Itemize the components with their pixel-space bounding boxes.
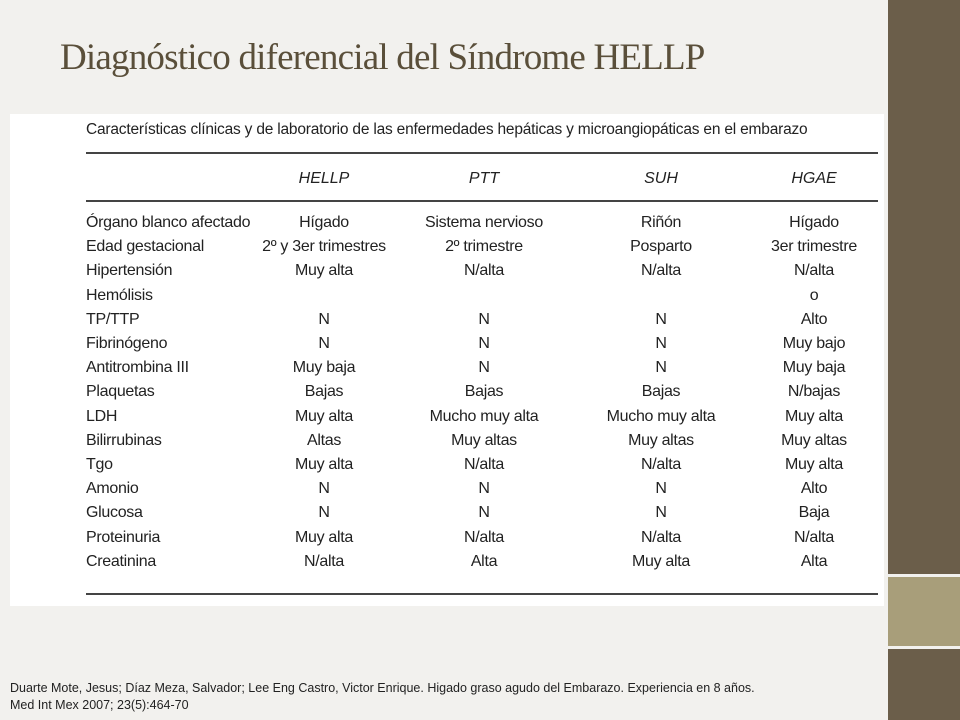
cell-hgae: Muy altas bbox=[781, 431, 847, 449]
table-row bbox=[10, 238, 884, 262]
cell-hgae: Muy alta bbox=[784, 407, 844, 425]
cell-hellp: N/alta bbox=[304, 552, 344, 570]
row-label: Edad gestacional bbox=[86, 238, 204, 256]
table-row bbox=[10, 456, 884, 480]
cell-hellp: Muy alta bbox=[294, 456, 354, 473]
cell-suh: Riñón bbox=[640, 214, 682, 231]
table-row bbox=[10, 408, 884, 432]
comparison-table bbox=[10, 114, 884, 606]
cell-suh: Mucho muy alta bbox=[606, 407, 716, 425]
cell-ptt: N/alta bbox=[464, 456, 504, 473]
row-label: Hipertensión bbox=[86, 262, 173, 280]
cell-hgae: Alta bbox=[800, 552, 828, 570]
cell-ptt: Alta bbox=[470, 552, 498, 570]
citation bbox=[10, 680, 870, 714]
table-rule-top bbox=[86, 152, 878, 154]
table-row bbox=[10, 311, 884, 335]
cell-ptt: Muy altas bbox=[451, 431, 517, 449]
cell-ptt: 2º trimestre bbox=[445, 238, 523, 256]
cell-suh: N bbox=[655, 359, 667, 377]
cell-hgae: Muy alta bbox=[784, 456, 844, 473]
table-row bbox=[10, 432, 884, 456]
cell-suh: Bajas bbox=[641, 383, 681, 401]
table-row bbox=[10, 262, 884, 286]
cell-hellp: N bbox=[318, 310, 330, 328]
cell-suh: N bbox=[655, 310, 667, 328]
table-row bbox=[10, 214, 884, 238]
cell-ptt: N/alta bbox=[464, 528, 504, 546]
side-bar-divider bbox=[888, 574, 960, 577]
cell-hellp: Muy alta bbox=[294, 262, 354, 280]
row-label: Creatinina bbox=[86, 552, 156, 570]
row-label: Fibrinógeno bbox=[86, 335, 168, 352]
table-row bbox=[10, 335, 884, 359]
row-label: Tgo bbox=[86, 456, 113, 473]
row-label: LDH bbox=[86, 407, 118, 425]
table-row bbox=[10, 480, 884, 504]
row-label: Órgano blanco afectado bbox=[86, 214, 251, 231]
row-label: Bilirrubinas bbox=[86, 431, 162, 449]
citation-line: Med Int Mex 2007; 23(5):464-70 bbox=[10, 698, 189, 712]
cell-suh: Muy altas bbox=[628, 431, 694, 449]
table-row bbox=[10, 529, 884, 553]
table-row bbox=[10, 359, 884, 383]
cell-hgae: Hígado bbox=[789, 214, 839, 231]
table-row bbox=[10, 287, 884, 311]
column-header-hgae: HGAE bbox=[791, 170, 837, 187]
cell-ptt: Mucho muy alta bbox=[429, 407, 539, 425]
cell-ptt: N bbox=[478, 310, 490, 328]
side-bar-divider bbox=[888, 646, 960, 649]
cell-ptt: Bajas bbox=[464, 383, 504, 401]
cell-hgae: Alto bbox=[800, 310, 828, 328]
citation-line: Duarte Mote, Jesus; Díaz Meza, Salvador; Lee Eng Castro, Victor Enrique. Higado graso agudo del Embarazo. Experiencia en 8 años. bbox=[10, 681, 755, 695]
table-caption: Características clínicas y de laboratorio de las enfermedades hepáticas y microangiopáticas en el embarazo bbox=[86, 121, 808, 138]
side-bar-bottom bbox=[888, 648, 960, 720]
side-bar-middle bbox=[888, 576, 960, 648]
cell-ptt: N/alta bbox=[464, 262, 504, 280]
slide-title: Diagnóstico diferencial del Síndrome HELLP bbox=[60, 37, 705, 78]
cell-hellp: 2º y 3er trimestres bbox=[262, 238, 386, 256]
cell-hellp: Bajas bbox=[304, 383, 344, 401]
cell-suh: N/alta bbox=[641, 262, 681, 280]
cell-hellp: N bbox=[318, 335, 330, 352]
column-header-ptt: PTT bbox=[468, 170, 500, 187]
cell-ptt: N bbox=[478, 504, 490, 522]
cell-hgae: Baja bbox=[798, 504, 830, 522]
cell-ptt: N bbox=[478, 480, 490, 498]
row-label: Hemólisis bbox=[86, 286, 153, 304]
cell-suh: N/alta bbox=[641, 528, 681, 546]
table-row bbox=[10, 383, 884, 407]
cell-hellp: Muy alta bbox=[294, 407, 354, 425]
column-header-suh: SUH bbox=[644, 170, 678, 187]
cell-hellp: Muy baja bbox=[292, 359, 356, 377]
row-label: Proteinuria bbox=[86, 528, 161, 546]
table-row bbox=[10, 553, 884, 577]
table-rule-bottom bbox=[86, 593, 878, 595]
cell-hgae: N/bajas bbox=[787, 383, 841, 401]
cell-hgae: Alto bbox=[800, 480, 828, 498]
cell-suh: Posparto bbox=[630, 238, 692, 256]
row-label: Glucosa bbox=[86, 504, 143, 522]
cell-ptt: N bbox=[478, 335, 490, 352]
cell-hellp: Hígado bbox=[299, 214, 349, 231]
cell-hellp: N bbox=[318, 480, 330, 498]
cell-ptt: Sistema nervioso bbox=[425, 214, 543, 231]
cell-suh: N bbox=[655, 480, 667, 498]
side-bar-top bbox=[888, 0, 960, 576]
row-label: Antitrombina III bbox=[86, 359, 189, 377]
table-row bbox=[10, 504, 884, 528]
cell-hgae: 3er trimestre bbox=[771, 238, 857, 256]
row-label: TP/TTP bbox=[86, 310, 140, 328]
cell-hellp: Muy alta bbox=[294, 528, 354, 546]
cell-suh: N bbox=[655, 335, 667, 352]
cell-suh: N bbox=[655, 504, 667, 522]
row-label: Amonio bbox=[86, 480, 139, 498]
cell-hgae: Muy bajo bbox=[782, 335, 846, 352]
cell-hgae: o bbox=[809, 286, 819, 304]
table-rule-header bbox=[86, 200, 878, 202]
cell-hellp: Altas bbox=[306, 431, 342, 449]
cell-hgae: Muy baja bbox=[782, 359, 846, 377]
cell-hgae: N/alta bbox=[794, 262, 834, 280]
column-header-hellp: HELLP bbox=[298, 170, 350, 187]
cell-ptt: N bbox=[478, 359, 490, 377]
cell-suh: N/alta bbox=[641, 456, 681, 473]
cell-hgae: N/alta bbox=[794, 528, 834, 546]
cell-suh: Muy alta bbox=[631, 552, 691, 570]
cell-hellp: N bbox=[318, 504, 330, 522]
row-label: Plaquetas bbox=[86, 383, 155, 401]
